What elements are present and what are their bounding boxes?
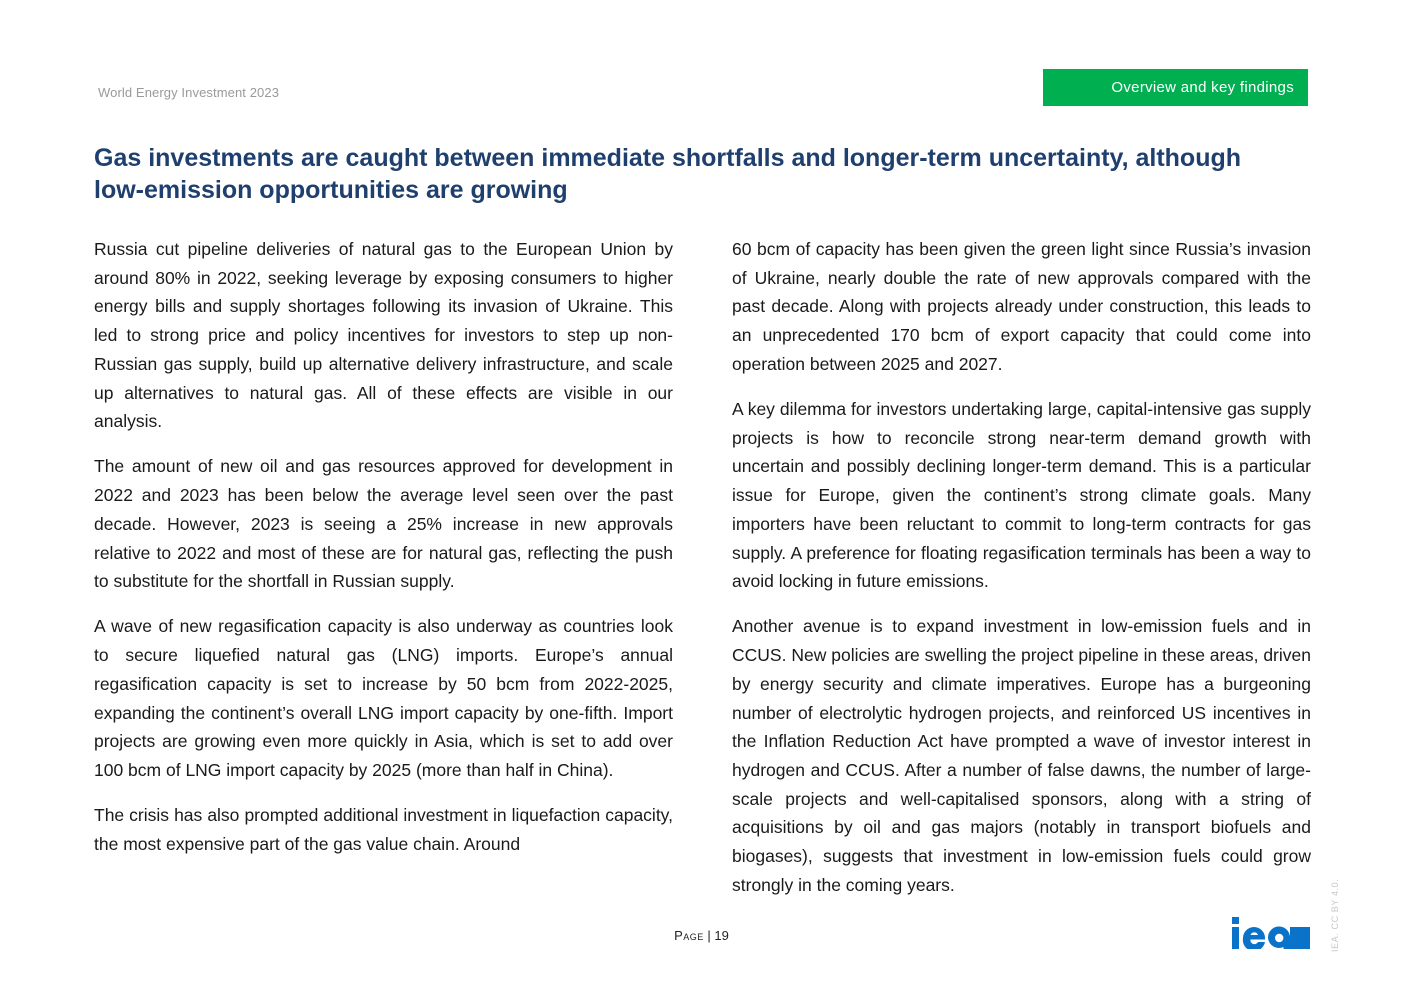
report-name: World Energy Investment 2023 — [98, 85, 280, 100]
paragraph: The amount of new oil and gas resources approved for development in 2022 and 2023 has been below the average level seen over the past decade. However, 2023 is seeing a 25% increase in new approvals relative to 2022 and most of these are for natural gas, reflecting the push to substitute for the shortfall in Russian supply. — [94, 456, 673, 592]
page-number — [0, 928, 1403, 943]
paragraph: A wave of new regasification capacity is also underway as countries look to secure liquefied natural gas (LNG) imports. Europe’s annual regasification capacity is set to increase by 50 bcm from 2022-2025, expanding the continent’s overall LNG import capacity by one-fifth. Import projects are growing even more quickly in Asia, which is set to add over 100 bcm of LNG import capacity by 2025 (more than half in China). — [94, 616, 673, 780]
section-tab: Overview and key findings — [1043, 69, 1308, 106]
paragraph: The crisis has also prompted additional investment in liquefaction capacity, the most expensive part of the gas value chain. Around — [94, 805, 673, 854]
paragraph: 60 bcm of capacity has been given the green light since Russia’s invasion of Ukraine, nearly double the rate of new approvals compared with the past decade. Along with projects already under construction, this leads to an unprecedented 170 bcm of export capacity that could come into operation between 2025 and 2027. — [732, 239, 1311, 374]
page-separator: | — [707, 928, 711, 943]
paragraph: A key dilemma for investors undertaking large, capital-intensive gas supply projects is how to reconcile strong near-term demand growth with uncertain and possibly declining longer-term demand. This is a particular issue for Europe, given the continent’s strong climate goals. Many importers have been reluctant to commit to long-term contracts for gas supply. A preference for floating regasification terminals has been a way to avoid locking in future emissions. — [732, 399, 1311, 592]
page-label: Page — [674, 928, 704, 943]
paragraph: Russia cut pipeline deliveries of natural gas to the European Union by around 80% in 2022, seeking leverage by exposing consumers to higher energy bills and supply shortages following its invasion of Ukraine. This led to strong price and policy incentives for investors to step up non-Russian gas supply, build up alternative delivery infrastructure, and scale up alternatives to natural gas. All of these effects are visible in our analysis. — [94, 239, 673, 432]
license-text: IEA. CC BY 4.0. — [1330, 878, 1340, 952]
right-column — [732, 235, 1311, 916]
page-title: Gas investments are caught between immediate shortfalls and longer-term uncertainty, although low-emission opportunities are growing — [94, 144, 1242, 204]
left-column — [94, 235, 673, 875]
iea-logo-icon — [1232, 917, 1310, 949]
paragraph: Another avenue is to expand investment in low-emission fuels and in CCUS. New policies are swelling the project pipeline in these areas, driven by energy security and climate imperatives. Europe has a burgeoning number of electrolytic hydrogen projects, and reinforced US incentives in the Inflation Reduction Act have prompted a wave of investor interest in hydrogen and CCUS. After a number of false dawns, the number of large-scale projects and well-capitalised sponsors, along with a string of acquisitions by oil and gas majors (notably in transport biofuels and biogases), suggests that investment in low-emission fuels could grow strongly in the coming years. — [732, 616, 1311, 895]
page-number-value: 19 — [714, 928, 729, 943]
